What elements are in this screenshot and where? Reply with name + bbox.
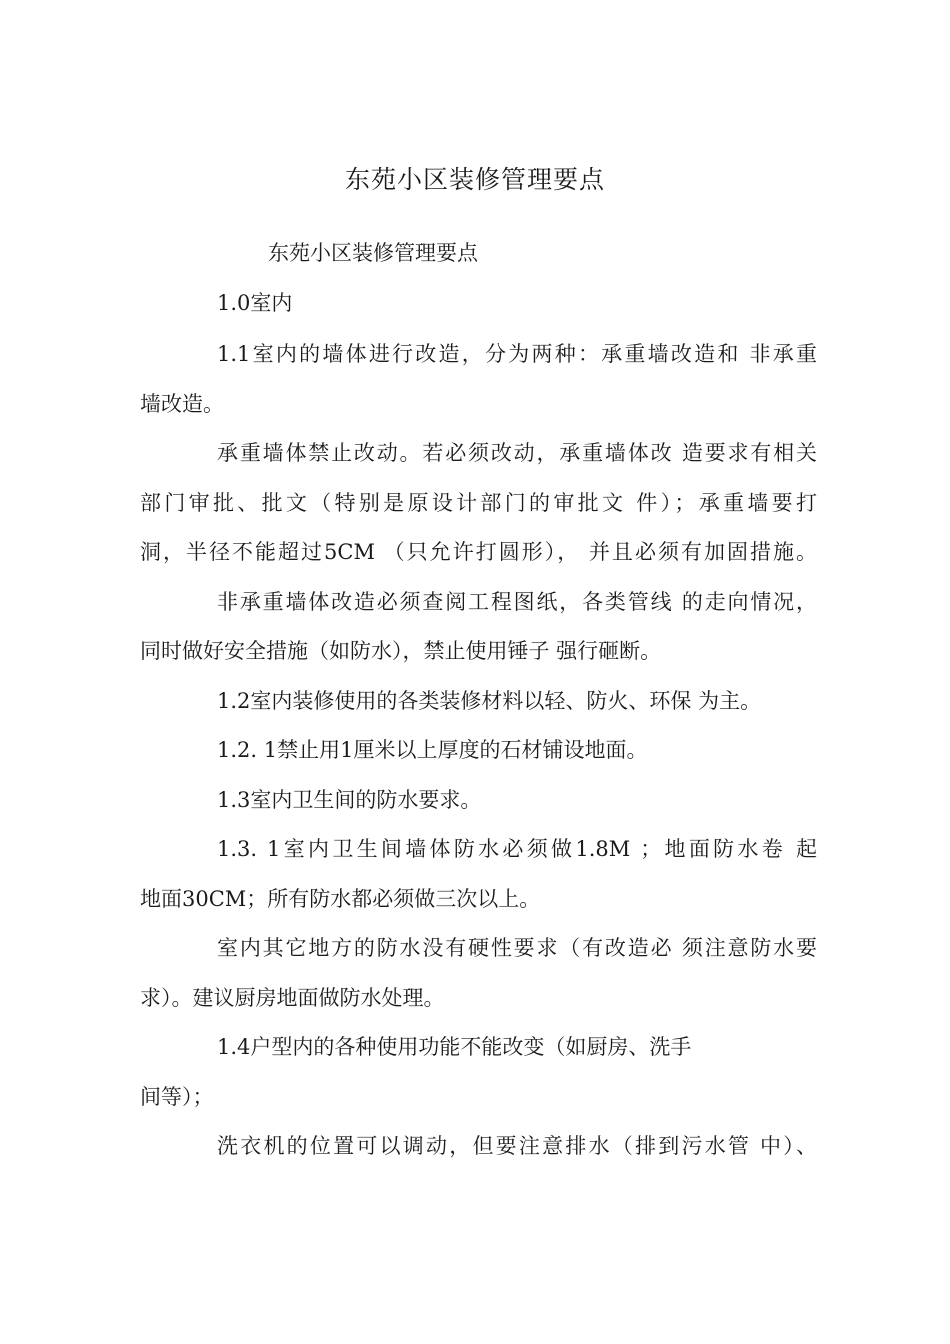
paragraph-line: 1.1室内的墙体进行改造，分为两种：承重墙改造和 非承重 [217, 342, 817, 366]
paragraph-line: 地面30CM；所有防水都必须做三次以上。 [140, 887, 541, 911]
paragraph-line: 部门审批、批文（特别是原设计部门的审批文 件）；承重墙要打 [140, 491, 817, 515]
section-heading-1-0: 1.0室内 [217, 291, 293, 315]
paragraph-line: 间等）； [140, 1085, 214, 1109]
paragraph-line: 求）。建议厨房地面做防水处理。 [140, 986, 445, 1010]
paragraph-line: 承重墙体禁止改动。若必须改动，承重墙体改 造要求有相关 [217, 441, 817, 465]
paragraph-line: 洞，半径不能超过5CM （只允许打圆形）， 并且必须有加固措施。 [140, 540, 817, 564]
paragraph-line: 洗衣机的位置可以调动，但要注意排水（排到污水管 中）、 [217, 1134, 817, 1158]
paragraph-line: 1.4户型内的各种使用功能不能改变（如厨房、洗手 [217, 1035, 692, 1059]
paragraph-line: 1.3室内卫生间的防水要求。 [217, 788, 482, 812]
paragraph-line: 同时做好安全措施（如防水），禁止使用锤子 强行砸断。 [140, 639, 662, 663]
paragraph-line: 1.3. 1室内卫生间墙体防水必须做1.8M ；地面防水卷 起 [217, 837, 817, 861]
document-subtitle: 东苑小区装修管理要点 [268, 241, 478, 265]
paragraph-line: 非承重墙体改造必须查阅工程图纸，各类管线 的走向情况， [217, 590, 817, 614]
paragraph-line: 1.2室内装修使用的各类装修材料以轻、防火、环保 为主。 [217, 689, 762, 713]
document-title: 东苑小区装修管理要点 [344, 165, 605, 194]
paragraph-line: 室内其它地方的防水没有硬性要求（有改造必 须注意防水要 [217, 936, 817, 960]
paragraph-line: 1.2. 1禁止用1厘米以上厚度的石材铺设地面。 [217, 738, 648, 762]
paragraph-line: 墙改造。 [140, 392, 224, 416]
